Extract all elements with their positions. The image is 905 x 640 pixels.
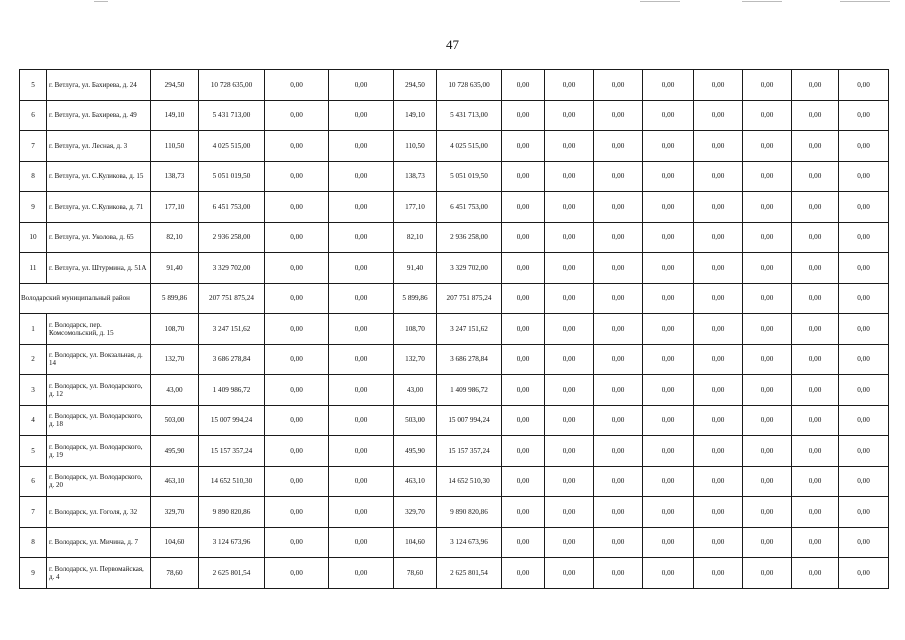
value-cell: 0,00 xyxy=(839,222,889,253)
value-cell: 0,00 xyxy=(694,466,743,497)
value-cell: 0,00 xyxy=(792,497,839,528)
value-cell: 0,00 xyxy=(792,558,839,589)
area-cell: 495,90 xyxy=(151,436,199,467)
cost-cell: 14 652 510,30 xyxy=(437,466,502,497)
value-cell: 0,00 xyxy=(643,70,694,101)
value-cell: 0,00 xyxy=(694,161,743,192)
row-number-cell: 2 xyxy=(20,344,47,375)
value-cell: 0,00 xyxy=(839,344,889,375)
value-cell: 0,00 xyxy=(502,497,545,528)
address-cell: г. Ветлуга, ул. Уколова, д. 65 xyxy=(47,222,151,253)
value-cell: 0,00 xyxy=(743,314,792,345)
table-row xyxy=(20,314,889,345)
value-cell: 0,00 xyxy=(643,222,694,253)
value-cell: 0,00 xyxy=(545,375,594,406)
scan-artifact-line xyxy=(640,1,680,2)
value-cell: 0,00 xyxy=(743,405,792,436)
cost-cell: 6 451 753,00 xyxy=(199,192,265,223)
value-cell: 0,00 xyxy=(545,161,594,192)
table-row xyxy=(20,466,889,497)
value-cell: 0,00 xyxy=(792,70,839,101)
value-cell: 0,00 xyxy=(329,405,394,436)
address-cell: г. Володарск, ул. Володарского, д. 12 xyxy=(47,375,151,406)
value-cell: 0,00 xyxy=(792,527,839,558)
row-number-cell: 7 xyxy=(20,131,47,162)
value-cell: 0,00 xyxy=(792,375,839,406)
value-cell: 0,00 xyxy=(545,283,594,314)
cost-cell: 14 652 510,30 xyxy=(199,466,265,497)
table-row xyxy=(20,375,889,406)
value-cell: 0,00 xyxy=(502,131,545,162)
cost-cell: 9 890 820,86 xyxy=(437,497,502,528)
cost-cell: 4 025 515,00 xyxy=(437,131,502,162)
cost-cell: 6 451 753,00 xyxy=(437,192,502,223)
area-cell: 82,10 xyxy=(394,222,437,253)
value-cell: 0,00 xyxy=(743,222,792,253)
cost-cell: 1 409 986,72 xyxy=(437,375,502,406)
row-number-cell: 10 xyxy=(20,222,47,253)
value-cell: 0,00 xyxy=(329,131,394,162)
scan-artifact-line xyxy=(742,1,782,2)
table-row xyxy=(20,497,889,528)
row-number-cell: 6 xyxy=(20,466,47,497)
value-cell: 0,00 xyxy=(329,344,394,375)
address-cell: г. Ветлуга, ул. С.Куликова, д. 71 xyxy=(47,192,151,223)
value-cell: 0,00 xyxy=(265,436,329,467)
table-row xyxy=(20,100,889,131)
area-cell: 110,50 xyxy=(394,131,437,162)
value-cell: 0,00 xyxy=(594,283,643,314)
value-cell: 0,00 xyxy=(545,497,594,528)
value-cell: 0,00 xyxy=(545,70,594,101)
value-cell: 0,00 xyxy=(792,131,839,162)
value-cell: 0,00 xyxy=(329,558,394,589)
value-cell: 0,00 xyxy=(594,131,643,162)
area-cell: 104,60 xyxy=(394,527,437,558)
value-cell: 0,00 xyxy=(839,131,889,162)
value-cell: 0,00 xyxy=(545,466,594,497)
value-cell: 0,00 xyxy=(502,405,545,436)
row-number-cell: 4 xyxy=(20,405,47,436)
address-cell: г. Ветлуга, ул. Штурмина, д. 51А xyxy=(47,253,151,284)
value-cell: 0,00 xyxy=(594,253,643,284)
value-cell: 0,00 xyxy=(694,131,743,162)
row-number-cell: 8 xyxy=(20,161,47,192)
value-cell: 0,00 xyxy=(329,283,394,314)
table-row xyxy=(20,192,889,223)
value-cell: 0,00 xyxy=(265,527,329,558)
value-cell: 0,00 xyxy=(643,497,694,528)
value-cell: 0,00 xyxy=(643,192,694,223)
value-cell: 0,00 xyxy=(502,375,545,406)
cost-cell: 5 051 019,50 xyxy=(437,161,502,192)
row-number-cell: 11 xyxy=(20,253,47,284)
area-cell: 91,40 xyxy=(151,253,199,284)
value-cell: 0,00 xyxy=(643,100,694,131)
value-cell: 0,00 xyxy=(265,466,329,497)
value-cell: 0,00 xyxy=(545,558,594,589)
value-cell: 0,00 xyxy=(594,344,643,375)
value-cell: 0,00 xyxy=(792,436,839,467)
value-cell: 0,00 xyxy=(743,161,792,192)
page-number: 47 xyxy=(446,37,459,52)
area-cell: 110,50 xyxy=(151,131,199,162)
value-cell: 0,00 xyxy=(329,375,394,406)
cost-cell: 3 686 278,84 xyxy=(199,344,265,375)
value-cell: 0,00 xyxy=(643,131,694,162)
value-cell: 0,00 xyxy=(594,314,643,345)
area-cell: 104,60 xyxy=(151,527,199,558)
value-cell: 0,00 xyxy=(643,466,694,497)
value-cell: 0,00 xyxy=(694,405,743,436)
value-cell: 0,00 xyxy=(545,192,594,223)
value-cell: 0,00 xyxy=(502,253,545,284)
table-row xyxy=(20,558,889,589)
value-cell: 0,00 xyxy=(502,344,545,375)
value-cell: 0,00 xyxy=(643,283,694,314)
value-cell: 0,00 xyxy=(643,344,694,375)
value-cell: 0,00 xyxy=(694,436,743,467)
value-cell: 0,00 xyxy=(545,131,594,162)
row-number-cell: 9 xyxy=(20,192,47,223)
cost-cell: 15 007 994,24 xyxy=(199,405,265,436)
value-cell: 0,00 xyxy=(502,222,545,253)
address-cell: г. Ветлуга, ул. Бахирева, д. 24 xyxy=(47,70,151,101)
value-cell: 0,00 xyxy=(792,405,839,436)
area-cell: 149,10 xyxy=(151,100,199,131)
value-cell: 0,00 xyxy=(743,192,792,223)
value-cell: 0,00 xyxy=(265,405,329,436)
row-number-cell: 1 xyxy=(20,314,47,345)
row-number-cell: 9 xyxy=(20,558,47,589)
value-cell: 0,00 xyxy=(643,375,694,406)
cost-cell: 3 124 673,96 xyxy=(199,527,265,558)
value-cell: 0,00 xyxy=(694,222,743,253)
value-cell: 0,00 xyxy=(545,344,594,375)
value-cell: 0,00 xyxy=(694,283,743,314)
value-cell: 0,00 xyxy=(743,497,792,528)
value-cell: 0,00 xyxy=(265,131,329,162)
value-cell: 0,00 xyxy=(594,222,643,253)
cost-cell: 1 409 986,72 xyxy=(199,375,265,406)
area-cell: 177,10 xyxy=(394,192,437,223)
value-cell: 0,00 xyxy=(265,497,329,528)
row-number-cell: 7 xyxy=(20,497,47,528)
value-cell: 0,00 xyxy=(743,253,792,284)
address-cell: г. Володарск, ул. Гоголя, д. 32 xyxy=(47,497,151,528)
value-cell: 0,00 xyxy=(502,466,545,497)
value-cell: 0,00 xyxy=(643,527,694,558)
value-cell: 0,00 xyxy=(329,253,394,284)
cost-cell: 3 247 151,62 xyxy=(199,314,265,345)
value-cell: 0,00 xyxy=(839,192,889,223)
cost-cell: 9 890 820,86 xyxy=(199,497,265,528)
cost-cell: 4 025 515,00 xyxy=(199,131,265,162)
value-cell: 0,00 xyxy=(594,100,643,131)
area-cell: 43,00 xyxy=(151,375,199,406)
table-row xyxy=(20,527,889,558)
area-cell: 138,73 xyxy=(394,161,437,192)
value-cell: 0,00 xyxy=(694,100,743,131)
value-cell: 0,00 xyxy=(502,192,545,223)
value-cell: 0,00 xyxy=(545,314,594,345)
value-cell: 0,00 xyxy=(329,161,394,192)
value-cell: 0,00 xyxy=(265,558,329,589)
value-cell: 0,00 xyxy=(594,466,643,497)
area-cell: 463,10 xyxy=(151,466,199,497)
cost-cell: 2 625 801,54 xyxy=(437,558,502,589)
district-row xyxy=(20,283,889,314)
value-cell: 0,00 xyxy=(792,161,839,192)
value-cell: 0,00 xyxy=(329,222,394,253)
value-cell: 0,00 xyxy=(839,70,889,101)
value-cell: 0,00 xyxy=(839,497,889,528)
value-cell: 0,00 xyxy=(839,436,889,467)
value-cell: 0,00 xyxy=(643,314,694,345)
cost-cell: 15 007 994,24 xyxy=(437,405,502,436)
value-cell: 0,00 xyxy=(265,344,329,375)
value-cell: 0,00 xyxy=(265,70,329,101)
table-row xyxy=(20,222,889,253)
value-cell: 0,00 xyxy=(743,527,792,558)
cost-cell: 2 936 258,00 xyxy=(437,222,502,253)
address-cell: г. Володарск, пер. Комсомольский, д. 15 xyxy=(47,314,151,345)
area-cell: 43,00 xyxy=(394,375,437,406)
value-cell: 0,00 xyxy=(643,161,694,192)
value-cell: 0,00 xyxy=(265,375,329,406)
value-cell: 0,00 xyxy=(792,222,839,253)
address-cell: г. Ветлуга, ул. Лесная, д. 3 xyxy=(47,131,151,162)
value-cell: 0,00 xyxy=(839,253,889,284)
area-cell: 177,10 xyxy=(151,192,199,223)
row-number-cell: 8 xyxy=(20,527,47,558)
value-cell: 0,00 xyxy=(502,161,545,192)
cost-cell: 207 751 875,24 xyxy=(437,283,502,314)
value-cell: 0,00 xyxy=(839,283,889,314)
value-cell: 0,00 xyxy=(743,283,792,314)
table-row xyxy=(20,131,889,162)
value-cell: 0,00 xyxy=(792,100,839,131)
area-cell: 82,10 xyxy=(151,222,199,253)
area-cell: 78,60 xyxy=(394,558,437,589)
cost-cell: 2 936 258,00 xyxy=(199,222,265,253)
cost-cell: 3 247 151,62 xyxy=(437,314,502,345)
value-cell: 0,00 xyxy=(594,527,643,558)
data-table xyxy=(19,69,889,589)
cost-cell: 15 157 357,24 xyxy=(199,436,265,467)
value-cell: 0,00 xyxy=(545,436,594,467)
address-cell: г. Ветлуга, ул. Бахирева, д. 49 xyxy=(47,100,151,131)
value-cell: 0,00 xyxy=(265,222,329,253)
value-cell: 0,00 xyxy=(545,222,594,253)
value-cell: 0,00 xyxy=(594,375,643,406)
table-row xyxy=(20,70,889,101)
district-name-cell: Володарский муниципальный район xyxy=(20,283,151,314)
value-cell: 0,00 xyxy=(329,466,394,497)
value-cell: 0,00 xyxy=(743,375,792,406)
value-cell: 0,00 xyxy=(743,100,792,131)
value-cell: 0,00 xyxy=(329,100,394,131)
value-cell: 0,00 xyxy=(265,253,329,284)
value-cell: 0,00 xyxy=(839,558,889,589)
row-number-cell: 5 xyxy=(20,436,47,467)
value-cell: 0,00 xyxy=(792,314,839,345)
value-cell: 0,00 xyxy=(743,70,792,101)
address-cell: г. Володарск, ул. Вокзальная, д. 14 xyxy=(47,344,151,375)
cost-cell: 3 686 278,84 xyxy=(437,344,502,375)
value-cell: 0,00 xyxy=(329,436,394,467)
value-cell: 0,00 xyxy=(502,70,545,101)
address-cell: г. Володарск, ул. Первомайская, д. 4 xyxy=(47,558,151,589)
cost-cell: 15 157 357,24 xyxy=(437,436,502,467)
area-cell: 329,70 xyxy=(151,497,199,528)
cost-cell: 10 728 635,00 xyxy=(199,70,265,101)
value-cell: 0,00 xyxy=(839,527,889,558)
value-cell: 0,00 xyxy=(743,344,792,375)
area-cell: 132,70 xyxy=(394,344,437,375)
value-cell: 0,00 xyxy=(743,466,792,497)
value-cell: 0,00 xyxy=(329,527,394,558)
value-cell: 0,00 xyxy=(502,558,545,589)
cost-cell: 5 051 019,50 xyxy=(199,161,265,192)
value-cell: 0,00 xyxy=(329,192,394,223)
value-cell: 0,00 xyxy=(643,436,694,467)
value-cell: 0,00 xyxy=(694,558,743,589)
table-row xyxy=(20,344,889,375)
cost-cell: 3 124 673,96 xyxy=(437,527,502,558)
address-cell: г. Ветлуга, ул. С.Куликова, д. 15 xyxy=(47,161,151,192)
value-cell: 0,00 xyxy=(743,558,792,589)
value-cell: 0,00 xyxy=(502,527,545,558)
row-number-cell: 3 xyxy=(20,375,47,406)
value-cell: 0,00 xyxy=(839,405,889,436)
value-cell: 0,00 xyxy=(545,253,594,284)
value-cell: 0,00 xyxy=(545,527,594,558)
area-cell: 132,70 xyxy=(151,344,199,375)
value-cell: 0,00 xyxy=(329,497,394,528)
value-cell: 0,00 xyxy=(594,497,643,528)
address-cell: г. Володарск, ул. Володарского, д. 18 xyxy=(47,405,151,436)
value-cell: 0,00 xyxy=(643,405,694,436)
table-body xyxy=(20,70,889,589)
area-cell: 503,00 xyxy=(151,405,199,436)
area-cell: 329,70 xyxy=(394,497,437,528)
value-cell: 0,00 xyxy=(694,527,743,558)
value-cell: 0,00 xyxy=(792,466,839,497)
value-cell: 0,00 xyxy=(694,192,743,223)
value-cell: 0,00 xyxy=(694,497,743,528)
address-cell: г. Володарск, ул. Володарского, д. 20 xyxy=(47,466,151,497)
value-cell: 0,00 xyxy=(694,314,743,345)
value-cell: 0,00 xyxy=(792,344,839,375)
value-cell: 0,00 xyxy=(265,192,329,223)
table-row xyxy=(20,161,889,192)
value-cell: 0,00 xyxy=(502,283,545,314)
area-cell: 149,10 xyxy=(394,100,437,131)
area-cell: 503,00 xyxy=(394,405,437,436)
value-cell: 0,00 xyxy=(792,192,839,223)
area-cell: 294,50 xyxy=(394,70,437,101)
value-cell: 0,00 xyxy=(839,466,889,497)
address-cell: г. Володарск, ул. Володарского, д. 19 xyxy=(47,436,151,467)
row-number-cell: 6 xyxy=(20,100,47,131)
value-cell: 0,00 xyxy=(502,100,545,131)
value-cell: 0,00 xyxy=(265,100,329,131)
value-cell: 0,00 xyxy=(329,70,394,101)
cost-cell: 3 329 702,00 xyxy=(437,253,502,284)
value-cell: 0,00 xyxy=(329,314,394,345)
area-cell: 138,73 xyxy=(151,161,199,192)
scan-artifact-line xyxy=(94,1,108,2)
value-cell: 0,00 xyxy=(502,314,545,345)
cost-cell: 2 625 801,54 xyxy=(199,558,265,589)
area-cell: 5 899,86 xyxy=(151,283,199,314)
value-cell: 0,00 xyxy=(839,100,889,131)
area-cell: 78,60 xyxy=(151,558,199,589)
value-cell: 0,00 xyxy=(643,558,694,589)
area-cell: 5 899,86 xyxy=(394,283,437,314)
table-row xyxy=(20,253,889,284)
value-cell: 0,00 xyxy=(839,161,889,192)
table-row xyxy=(20,436,889,467)
value-cell: 0,00 xyxy=(594,436,643,467)
value-cell: 0,00 xyxy=(594,161,643,192)
value-cell: 0,00 xyxy=(792,283,839,314)
value-cell: 0,00 xyxy=(502,436,545,467)
value-cell: 0,00 xyxy=(594,70,643,101)
value-cell: 0,00 xyxy=(694,375,743,406)
value-cell: 0,00 xyxy=(265,314,329,345)
value-cell: 0,00 xyxy=(743,436,792,467)
value-cell: 0,00 xyxy=(694,344,743,375)
value-cell: 0,00 xyxy=(545,100,594,131)
scan-artifact-line xyxy=(840,1,890,2)
value-cell: 0,00 xyxy=(839,314,889,345)
area-cell: 91,40 xyxy=(394,253,437,284)
cost-cell: 207 751 875,24 xyxy=(199,283,265,314)
value-cell: 0,00 xyxy=(265,283,329,314)
row-number-cell: 5 xyxy=(20,70,47,101)
value-cell: 0,00 xyxy=(594,192,643,223)
value-cell: 0,00 xyxy=(594,405,643,436)
value-cell: 0,00 xyxy=(694,253,743,284)
cost-cell: 3 329 702,00 xyxy=(199,253,265,284)
area-cell: 495,90 xyxy=(394,436,437,467)
value-cell: 0,00 xyxy=(792,253,839,284)
cost-cell: 5 431 713,00 xyxy=(437,100,502,131)
value-cell: 0,00 xyxy=(545,405,594,436)
area-cell: 463,10 xyxy=(394,466,437,497)
value-cell: 0,00 xyxy=(265,161,329,192)
area-cell: 108,70 xyxy=(151,314,199,345)
area-cell: 294,50 xyxy=(151,70,199,101)
address-cell: г. Володарск, ул. Мичина, д. 7 xyxy=(47,527,151,558)
table-row xyxy=(20,405,889,436)
value-cell: 0,00 xyxy=(839,375,889,406)
area-cell: 108,70 xyxy=(394,314,437,345)
cost-cell: 5 431 713,00 xyxy=(199,100,265,131)
cost-cell: 10 728 635,00 xyxy=(437,70,502,101)
value-cell: 0,00 xyxy=(694,70,743,101)
value-cell: 0,00 xyxy=(594,558,643,589)
value-cell: 0,00 xyxy=(743,131,792,162)
value-cell: 0,00 xyxy=(643,253,694,284)
